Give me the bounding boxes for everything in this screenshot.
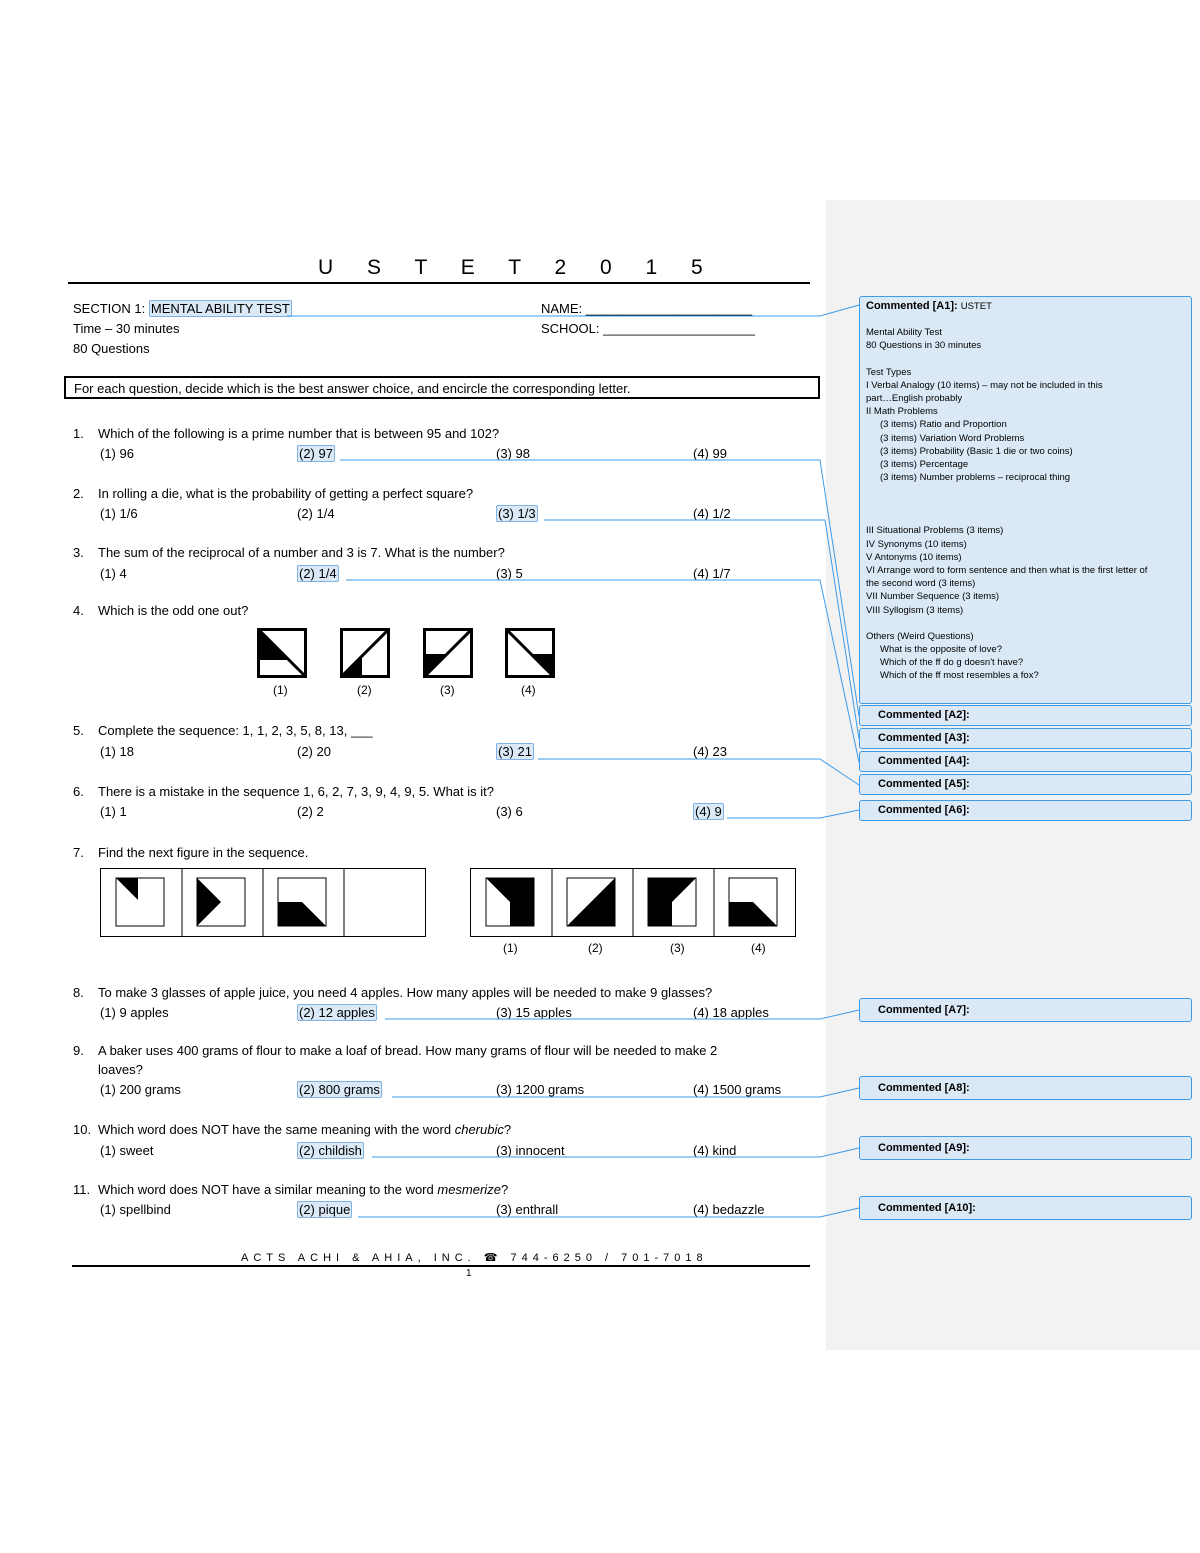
comment-a6[interactable]: Commented [A6]: (859, 800, 1192, 821)
comment-a5[interactable]: Commented [A5]: (859, 774, 1192, 795)
option: (1) 200 grams (100, 1082, 181, 1097)
section-name-highlight[interactable]: MENTAL ABILITY TEST (150, 301, 290, 316)
option-highlighted[interactable]: (2) childish (299, 1143, 362, 1158)
question-number: 10. (73, 1122, 92, 1137)
option-highlighted[interactable]: (2) 97 (299, 446, 333, 461)
option: (3) 15 apples (496, 1005, 572, 1020)
answer-figures (470, 868, 797, 938)
question-number: 6. (73, 784, 84, 799)
question-text: Find the next figure in the sequence. (98, 845, 309, 860)
sequence-figures (100, 868, 427, 938)
figure-label: (4) (521, 683, 536, 697)
comment-a7[interactable]: Commented [A7]: (859, 998, 1192, 1022)
option: (4) 1500 grams (693, 1082, 782, 1097)
question-text: To make 3 glasses of apple juice, you need 4 apples. How many apples will be needed to make 9 glasses? (98, 985, 713, 1000)
option: (1) 4 (100, 566, 127, 581)
option: (4) 18 apples (693, 1005, 769, 1020)
footer-rule (72, 1265, 810, 1267)
option: (4) 1/7 (693, 566, 731, 581)
option: (2) 20 (297, 744, 331, 759)
question-number: 5. (73, 723, 84, 738)
figure-label: (2) (357, 683, 372, 697)
figure-label: (1) (503, 941, 518, 955)
comment-a3[interactable]: Commented [A3]: (859, 728, 1192, 749)
option: (4) 23 (693, 744, 727, 759)
section-label: SECTION 1: MENTAL ABILITY TEST (73, 301, 290, 316)
option: (3) 6 (496, 804, 523, 819)
option: (4) 99 (693, 446, 727, 461)
comment-a8[interactable]: Commented [A8]: (859, 1076, 1192, 1100)
option: (4) 1/2 (693, 506, 731, 521)
question-number: 2. (73, 486, 84, 501)
time-label: Time – 30 minutes (73, 321, 180, 336)
figure-label: (3) (440, 683, 455, 697)
figure-choice-3 (423, 628, 473, 678)
option: (3) enthrall (496, 1202, 559, 1217)
option: (2) 1/4 (297, 506, 335, 521)
question-text: The sum of the reciprocal of a number and 3 is 7. What is the number? (98, 545, 505, 560)
questions-count: 80 Questions (73, 341, 150, 356)
option: (4) kind (693, 1143, 737, 1158)
option: (3) 5 (496, 566, 523, 581)
option: (1) 1/6 (100, 506, 138, 521)
question-text: Which of the following is a prime number that is between 95 and 102? (98, 426, 500, 441)
option: (1) 18 (100, 744, 134, 759)
figure-choice-2 (340, 628, 390, 678)
option: (3) innocent (496, 1143, 565, 1158)
option: (3) 1200 grams (496, 1082, 585, 1097)
question-text: In rolling a die, what is the probability of getting a perfect square? (98, 486, 474, 501)
option-highlighted[interactable]: (2) 800 grams (299, 1082, 380, 1097)
option-highlighted[interactable]: (3) 1/3 (498, 506, 536, 521)
option: (1) 1 (100, 804, 127, 819)
question-text: Which word does NOT have a similar meaning to the word mesmerize? (98, 1182, 509, 1197)
option: (4) bedazzle (693, 1202, 765, 1217)
question-number: 7. (73, 845, 84, 860)
instructions-box: For each question, decide which is the best answer choice, and encircle the corresponding letter. (64, 376, 820, 399)
question-number: 9. (73, 1043, 84, 1058)
comment-a1[interactable]: Commented [A1]: USTET Mental Ability Test 80 Questions in 30 minutes Test Types I Verbal Analogy (10 items) – may not be included in this part…English probably II Math Problems (3 items) Ratio and Proportion (3 items) Variation Word Problems (3 items) Probability (Basic 1 die or two coins) (3 items) Percentage (3 items) Number problems – reciprocal thing III Situational Problems (3 items) IV Synonyms (10 items) V Antonyms (10 items) VI Arrange word to form sentence and then what is the first letter of the second word (3 items) VII Number Sequence (3 items) VIII Syllogism (3 items) Others (Weird Questions) What is the opposite of love? Which of the ff do g doesn't have? Which of the ff most resembles a fox? (859, 296, 1192, 704)
figure-label: (1) (273, 683, 288, 697)
footer-company: ACTS ACHI & AHIA, INC. ☎ 744-6250 / 701-7018 (241, 1252, 708, 1264)
figure-choice-4 (505, 628, 555, 678)
comment-a2[interactable]: Commented [A2]: (859, 705, 1192, 726)
question-number: 1. (73, 426, 84, 441)
option: (1) spellbind (100, 1202, 171, 1217)
comment-a10[interactable]: Commented [A10]: (859, 1196, 1192, 1220)
option: (3) 98 (496, 446, 530, 461)
option: (1) 96 (100, 446, 134, 461)
question-text: Which is the odd one out? (98, 603, 249, 618)
option-highlighted[interactable]: (4) 9 (695, 804, 722, 819)
question-text: Which word does NOT have the same meaning with the word cherubic? (98, 1122, 512, 1137)
figure-label: (3) (670, 941, 685, 955)
page-number: 1 (466, 1268, 472, 1279)
option: (1) sweet (100, 1143, 154, 1158)
question-text-continued: loaves? (98, 1062, 143, 1077)
question-number: 4. (73, 603, 84, 618)
figure-choice-1 (257, 628, 307, 678)
question-number: 8. (73, 985, 84, 1000)
question-text: Complete the sequence: 1, 1, 2, 3, 5, 8, 13, ___ (98, 723, 373, 738)
option-highlighted[interactable]: (3) 21 (498, 744, 532, 759)
question-number: 3. (73, 545, 84, 560)
comment-a4[interactable]: Commented [A4]: (859, 751, 1192, 772)
page-title: U S T E T 2 0 1 5 (318, 256, 717, 279)
option: (1) 9 apples (100, 1005, 169, 1020)
name-field: NAME: _______________________ (541, 301, 753, 316)
title-rule (68, 282, 810, 284)
question-text: A baker uses 400 grams of flour to make a loaf of bread. How many grams of flour will be needed to make 2 (98, 1043, 718, 1058)
option-highlighted[interactable]: (2) 12 apples (299, 1005, 375, 1020)
comment-a9[interactable]: Commented [A9]: (859, 1136, 1192, 1160)
question-number: 11. (73, 1182, 91, 1197)
option-highlighted[interactable]: (2) 1/4 (299, 566, 337, 581)
figure-label: (2) (588, 941, 603, 955)
figure-label: (4) (751, 941, 766, 955)
option-highlighted[interactable]: (2) pique (299, 1202, 351, 1217)
school-field: SCHOOL: _____________________ (541, 321, 755, 336)
question-text: There is a mistake in the sequence 1, 6, 2, 7, 3, 9, 4, 9, 5. What is it? (98, 784, 494, 799)
option: (2) 2 (297, 804, 324, 819)
